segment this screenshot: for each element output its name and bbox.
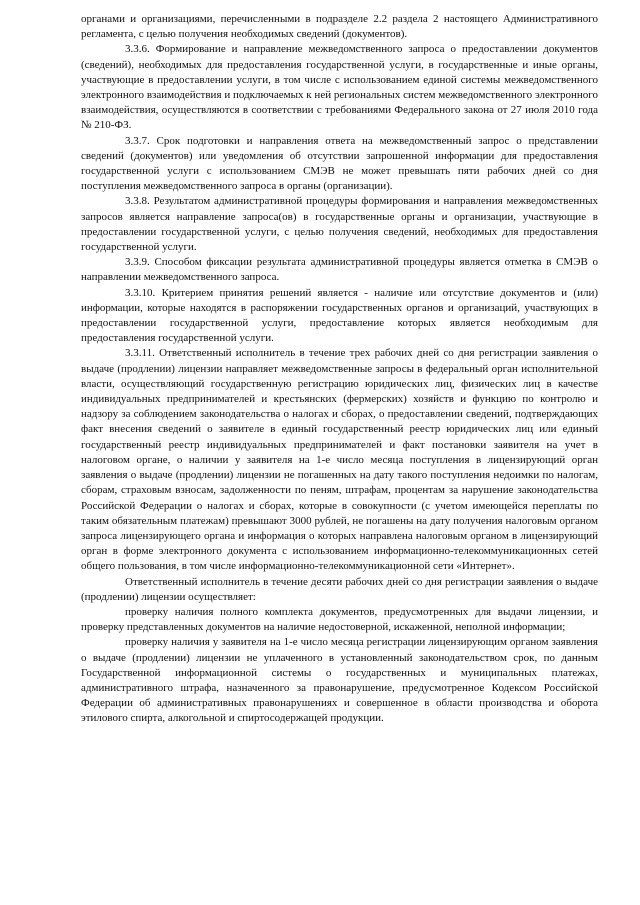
paragraph-3-3-9: 3.3.9. Способом фиксации результата административной процедуры является отметка в СМЭВ о направлении межведомственного запроса. (81, 256, 598, 284)
paragraph-executor-checks: Ответственный исполнитель в течение десяти рабочих дней со дня регистрации заявления о выдаче (продлении) лицензии осуществляет: (81, 575, 598, 603)
paragraph-continuation: органами и организациями, перечисленными в подразделе 2.2 раздела 2 настоящего Административного регламента, с целью получения необходимых сведений (документов). (81, 13, 598, 41)
paragraph-3-3-10: 3.3.10. Критерием принятия решений является - наличие или отсутствие документов и (или) информации, которые находятся в распоряжении государственных органов и организаций, участвующих в предоставлении государственной услуги, предоставление которых является необходимым для предоставления государственной услуги. (81, 286, 598, 345)
paragraph-3-3-8: 3.3.8. Результатом административной процедуры формирования и направления межведомственных запросов является направление запроса(ов) в государственные органы и организации, участвующие в предоставлении государственной услуги, с целью получения сведений, необходимых для предоставления государственной услуги. (81, 195, 598, 254)
paragraph-3-3-11: 3.3.11. Ответственный исполнитель в течение трех рабочих дней со дня регистрации заявления о выдаче (продлении) лицензии направляет межведомственные запросы в федеральный орган исполнительной власти, осуществляющий государственную регистрацию юридических лиц, физических лиц в качестве индивидуальных предпринимателей и крестьянских (фермерских) хозяйств и функцию по контролю и надзору за соблюдением законодательства о налогах и сборах, о предоставлении сведений, подтверждающих факт внесения сведений о заявителе в единый государственный реестр юридических лиц или единый государственный реестр индивидуальных предпринимателей и факт постановки заявителя на учет в налоговом органе, о наличии у заявителя на 1-е число месяца поступления в лицензирующий орган заявления о выдаче (продлении) лицензии не погашенных на дату такого поступления недоимки по налогам, сборам, страховым взносам, задолженности по пеням, штрафам, процентам за нарушение законодательства Российской Федерации о налогах и сборах, которые в совокупности (с учетом имеющейся переплаты по таким обязательным платежам) превышают 3000 рублей, не погашены на дату получения налоговым органом запроса лицензирующего органа и информация о которых направлена налоговым органом в лицензирующий орган в форме электронного документа с использованием информационно-телекоммуникационных сетей общего пользования, в том числе информационно-телекоммуникационной сети «Интернет». (81, 347, 598, 573)
paragraph-3-3-6: 3.3.6. Формирование и направление межведомственного запроса о предоставлении документов (сведений), необходимых для предоставления государственной услуги, в государственные и иные органы, участвующие в предоставлении услуги, в том числе с использованием единой системы межведомственного электронного взаимодействия и подключаемых к ней региональных систем межведомственного электронного взаимодействия, осуществляются в соответствии с требованиями Федерального закона от 27 июля 2010 года № 210-ФЗ. (81, 43, 598, 132)
paragraph-check-documents: проверку наличия полного комплекта документов, предусмотренных для выдачи лицензии, и проверку представленных документов на наличие недостоверной, искаженной, неполной информации; (81, 605, 598, 634)
document-page (81, 12, 598, 727)
paragraph-3-3-7: 3.3.7. Срок подготовки и направления ответа на межведомственный запрос о представлении сведений (документов) или уведомления об отсутствии запрошенной информации для предоставления государственной услуги с использованием СМЭВ не может превышать пяти рабочих дней со дня поступления межведомственного запроса в органы (организации). (81, 134, 598, 193)
paragraph-check-fines: проверку наличия у заявителя на 1-е число месяца регистрации лицензирующим органом заявления о выдаче (продлении) лицензии не уплаченного в установленный законодательством срок, по данным Государственной информационной системы о государственных и муниципальных платежах, административного штрафа, назначенного за правонарушение, предусмотренное Кодексом Российской Федерации об административных правонарушениях и совершенное в области производства и оборота этилового спирта, алкогольной и спиртосодержащей продукции. (81, 636, 598, 725)
